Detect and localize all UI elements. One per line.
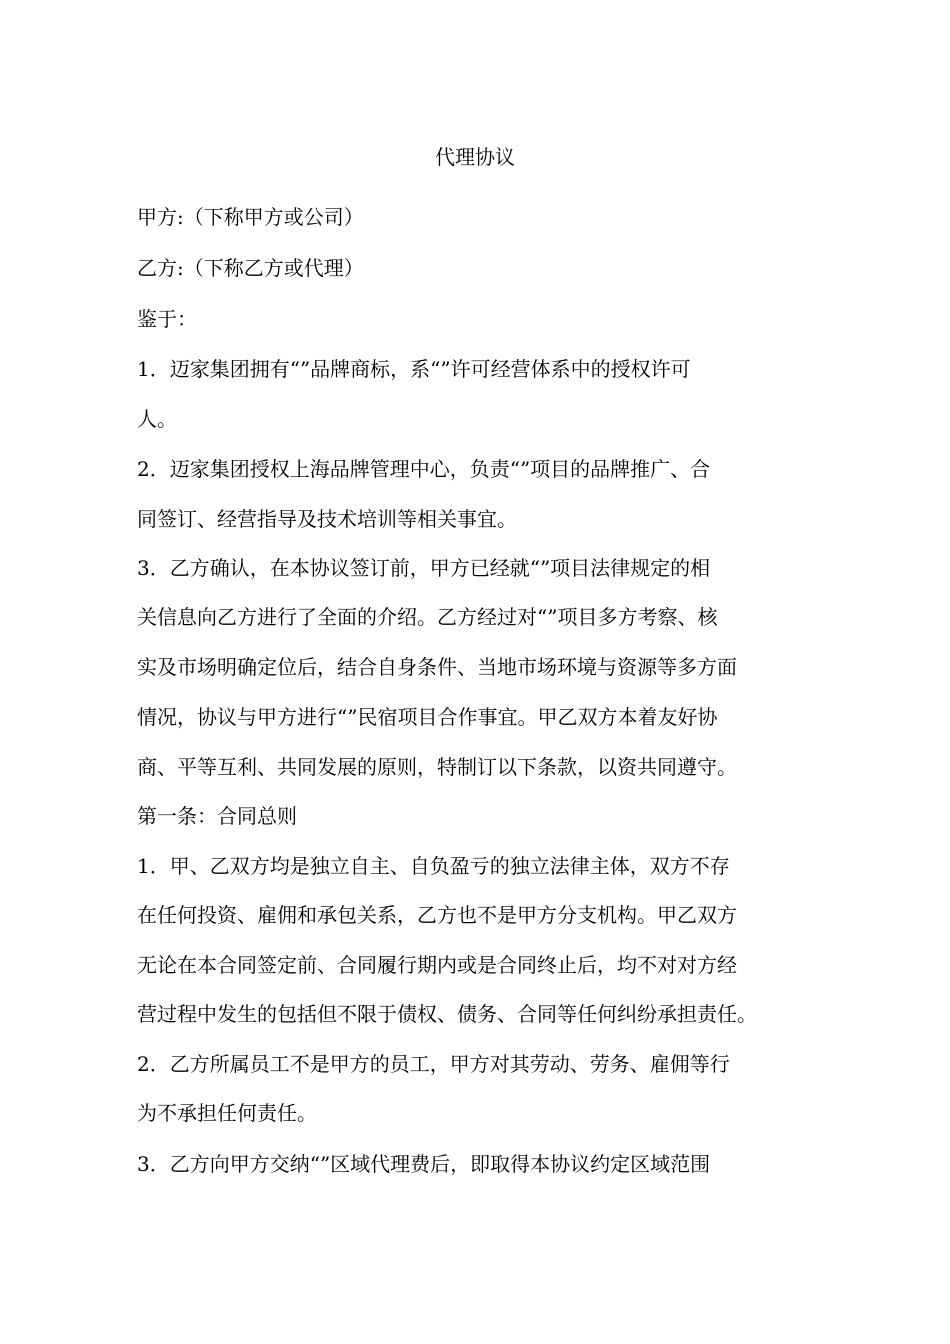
paragraph-line: 2．乙方所属员工不是甲方的员工，甲方对其劳动、劳务、雇佣等行 — [137, 1052, 730, 1076]
paragraph-line: 无论在本合同签定前、合同履行期内或是合同终止后，均不对对方经 — [137, 953, 737, 977]
paragraph-line: 1．迈家集团拥有“”品牌商标，系“”许可经营体系中的授权许可 — [137, 357, 691, 381]
paragraph-line: 关信息向乙方进行了全面的介绍。乙方经过对“”项目多方考察、核 — [137, 605, 718, 629]
paragraph-line: 在任何投资、雇佣和承包关系，乙方也不是甲方分支机构。甲乙双方 — [137, 903, 737, 927]
paragraph-line: 实及市场明确定位后，结合自身条件、当地市场环境与资源等多方面 — [137, 655, 737, 679]
paragraph-line: 人。 — [137, 407, 177, 431]
paragraph-line: 商、平等互利、共同发展的原则，特制订以下条款，以资共同遵守。 — [137, 755, 737, 779]
document-title: 代理协议 — [435, 145, 515, 169]
paragraph-line: 1．甲、乙双方均是独立自主、自负盈亏的独立法律主体，双方不存 — [137, 854, 730, 878]
paragraph-line: 同签订、经营指导及技术培训等相关事宜。 — [137, 507, 517, 531]
paragraph-line: 3．乙方向甲方交纳“”区域代理费后，即取得本协议约定区域范围 — [137, 1152, 711, 1176]
paragraph-line: 2．迈家集团授权上海品牌管理中心，负责“”项目的品牌推广、合 — [137, 457, 711, 481]
article-heading: 第一条：合同总则 — [137, 804, 297, 828]
party-a-line: 甲方:（下称甲方或公司） — [137, 205, 364, 229]
paragraph-line: 营过程中发生的包括但不限于债权、债务、合同等任何纠纷承担责任。 — [137, 1002, 757, 1026]
paragraph-line: 3．乙方确认，在本协议签订前，甲方已经就“”项目法律规定的相 — [137, 556, 711, 580]
paragraph-line: 情况，协议与甲方进行“”民宿项目合作事宜。甲乙双方本着友好协 — [137, 705, 718, 729]
paragraph-line: 为不承担任何责任。 — [137, 1101, 317, 1125]
whereas-heading: 鉴于： — [137, 307, 197, 331]
party-b-line: 乙方:（下称乙方或代理） — [137, 256, 364, 280]
